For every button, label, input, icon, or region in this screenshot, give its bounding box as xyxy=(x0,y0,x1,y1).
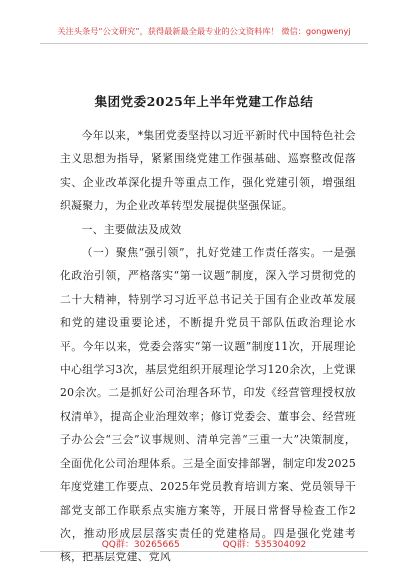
paragraph-intro: 今年以来，*集团党委坚持以习近平新时代中国特色社会主义思想为指导，紧紧围绕党建工作强基础、巡察整改促落实、企业改革深化提升等重点工作，强化党建引领，增强组织凝聚力，为企业改革转型发展提供坚强保证。 xyxy=(60,129,356,213)
section-heading: 一、主要做法及成效 xyxy=(81,222,182,236)
header-watermark: 关注头条号“公文研究”，获得最新最全最专业的公文资料库！ 微信：gongwenyj xyxy=(57,26,351,36)
footer-contact xyxy=(0,537,408,550)
footer-qq-group-2: QQ群：535304092 xyxy=(222,540,307,550)
footer-divider xyxy=(40,551,368,552)
document-title: 集团党委2025年上半年党建工作总结 xyxy=(94,94,314,109)
header-divider xyxy=(40,43,368,44)
paragraph-section-1: （一）聚焦“强引领”，扎好党建工作责任落实。一是强化政治引领，严格落实“第一议题”制度，深入学习贯彻党的二十大精神，特别学习习近平总书记关于国有企业改革发展和党的建设重要论述，不断提升党员干部队伍政治理论水平。今年以来，党委会落实“第一议题”制度11次，开展理论中心组学习3次，基层党组织开展理论学习120余次，上党课20余次。二是抓好公司治理各环节，印发《经营管理授权放权清单》，提高企业治理效率；修订党委会、董事会、经营班子办公会“三会”议事规则、清单完善“三重一大”决策制度，全面优化公司治理体系。三是全面安排部署，制定印发2025年度党建工作要点、2025年党员教育培训方案、党员领导干部党支部工作联系点实施方案等，开展日常督导检查工作2次，推动形成层层落实责任的党建格局。四是强化党建考核，把基层党建、党风 xyxy=(60,246,356,564)
footer-qq-group-1: QQ群：30265665 xyxy=(101,540,180,550)
document-body xyxy=(60,124,356,569)
